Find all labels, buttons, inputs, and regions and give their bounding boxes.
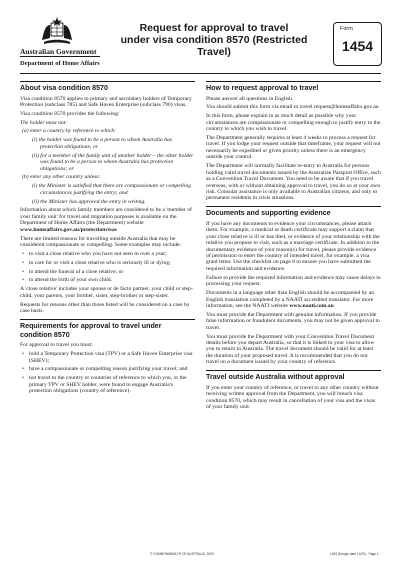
family-info-paragraph: [20, 207, 195, 233]
condition-intro: The holder must not:: [20, 119, 68, 126]
protection-visas-link[interactable]: www.homeaffairs.gov.au/protectionvisas: [20, 226, 117, 233]
reason-bullet: • to visit a close relative who you have not seen in over a year;: [20, 251, 195, 257]
reasons-paragraph: There are limited reasons for travelling outside Australia that may be considered compassionate or compelling. Some examples may include:: [20, 235, 182, 249]
department-name: Department of Home Affairs: [20, 60, 100, 67]
title-line-2: under visa condition 8570 (Restricted Travel): [120, 34, 308, 58]
documents-section-title: Documents and supporting evidence: [206, 209, 331, 218]
condition-subitem: (ii) the Minister has approved the entry in writing.: [32, 198, 146, 205]
requirements-intro: For approval to travel you must:: [20, 342, 93, 349]
how-paragraph: Please answer all questions in English.: [206, 95, 294, 102]
dept-divider: [20, 56, 100, 57]
requirements-section-title: Requirements for approval to travel under condition 8570: [20, 321, 162, 339]
naati-link[interactable]: www.naati.com.au: [289, 302, 334, 309]
without-approval-title: Travel outside Australia without approval: [206, 373, 345, 382]
section-divider: [20, 81, 195, 82]
copyright-footer: © COMMONWEALTH OF AUSTRALIA, 2020: [150, 552, 214, 556]
condition-item: (b) enter any other country unless:: [22, 174, 101, 181]
requirement-bullet: • hold a Temporary Protection visa (TPV) or a Safe Haven Enterprise visa (SHEV);: [20, 351, 195, 364]
title-line-1: Request for approval to travel: [139, 22, 289, 34]
family-info-text: Information about which family members are considered to be a 'member of your family unit' for travel and migration purposes is available on the Department of Home Affairs (the Department) website: [20, 207, 192, 227]
how-paragraph: The Department will normally facilitate re-entry to Australia for persons holding valid travel documents issued by the Australian Passport Office, such as a Convention Travel Document. You need to be aware that if you travel overseas, with or without obtaining approval to travel, you do so at your own risk. Consular assistance is only available to Australian citizens, and only to permanent residents in crisis situations.: [206, 163, 381, 202]
section-divider: [206, 206, 381, 207]
documents-paragraph: You must provide the Department with your Convention Travel Document details before you depart Australia, so that it is linked to your visa to allow you to return to Australia. The travel document should be valid for at least the duration of your proposed travel. It is recommended that you do not travel on a document issued by your country of reference.: [206, 333, 375, 366]
other-reasons-paragraph: Requests for reasons other than those listed will be considered on a case by case basis.: [20, 301, 190, 314]
how-paragraph: In this form, please explain in as much detail as possible why your circumstances are compassionate or compelling enough to justify entry to the country to which you wish to travel.: [206, 113, 381, 133]
translation-paragraph: [206, 290, 381, 309]
reason-bullet: • to attend the funeral of a close relative; or: [20, 269, 195, 275]
documents-paragraph: If you have any documents to evidence your circumstances, please attach them. For example, a medical or death certificate may support a claim that your close relative is ill or has died, or evidence of your relationship with the relative you propose to visit, such as a marriage certificate. In addition to the documentary evidence of your reason(s) for travel, please provide evidence of permission to enter the country of intended travel, for example, a visa grant letter. Use the checklist on page 8 to ensure you have submitted the required information and evidence.: [206, 220, 380, 272]
form-label: Form: [340, 26, 353, 32]
condition-item: (a) enter a country by reference to which:: [22, 128, 117, 135]
requirement-bullet: • have a compassionate or compelling reason justifying your travel; and: [20, 366, 195, 372]
reason-bullet: • to care for or visit a close relative who is seriously ill or dying;: [20, 260, 195, 266]
government-name: Australian Government: [20, 47, 97, 56]
translation-text: Documents in a language other than English should be accompanied by an English translation completed by a NAATI accredited translator. For more information, see the NAATI website: [206, 290, 375, 309]
how-paragraph: The Department generally requires at least 4 weeks to process a request for travel. If you lodge your request outside that timeframe, your request will not necessarily be expedited or given priority unless there is an emergency outside your control.: [206, 134, 381, 161]
document-title: [104, 22, 324, 58]
documents-paragraph: Failure to provide the required information and evidence may cause delays in processing your request.: [206, 274, 381, 288]
reason-bullet: • to attend the birth of your own child.: [20, 277, 195, 283]
how-paragraph: You should submit this form via email to travel.request@homeaffairs.gov.au: [206, 104, 379, 111]
without-approval-paragraph: If you enter your country of reference, or travel to any other country without receiving written approval from the Department, you will breach visa condition 8570, which may result in cancellation of your visa and the visas of your family unit.: [206, 384, 379, 411]
about-paragraph: Visa condition 8570 applies to primary and secondary holders of Temporary Protection (subclass 785) and Safe Haven Enterprise (subclass 790) visas.: [20, 95, 192, 108]
left-column: [20, 81, 195, 397]
header-divider: [20, 73, 381, 74]
requirement-bullet: • not travel to the country or countries of reference to which you, or the primary TPV or SHEV holder, were found to engage Australia's protection obligations (country of reference).: [20, 375, 195, 394]
section-divider: [206, 81, 381, 82]
close-relative-paragraph: A 'close relative' includes your spouse or de facto partner, your child or step-child, your parents, your brother, sister, step-brother or step-sister.: [20, 286, 193, 299]
right-column: [206, 81, 381, 413]
condition-subitem: (i) the holder was found to be a person to whom Australia has protection obligations; or: [32, 137, 172, 150]
form-number-box: [333, 22, 382, 66]
coat-of-arms-logo: [40, 16, 74, 46]
about-section-title: About visa condition 8570: [20, 84, 108, 92]
documents-paragraph: You must provide the Department with genuine information. If you provide false information or fraudulent documents, you may not be given approval to travel.: [206, 311, 380, 331]
form-number: 1454: [341, 38, 374, 54]
about-paragraph: Visa condition 8570 provides the following:: [20, 110, 120, 117]
section-divider: [206, 370, 381, 371]
section-divider: [20, 319, 195, 320]
condition-subitem: (ii) for a member of the family unit of another holder – the other holder was found to be a person to whom Australia has protection obligations; or: [32, 152, 194, 172]
page-footer: 1454 (Design date 11/20) - Page 1: [330, 552, 379, 556]
how-to-request-title: How to request approval to travel: [206, 84, 319, 92]
condition-subitem: (i) the Minister is satisfied that there are compassionate or compelling circumstances justifying the entry; and: [32, 183, 192, 196]
